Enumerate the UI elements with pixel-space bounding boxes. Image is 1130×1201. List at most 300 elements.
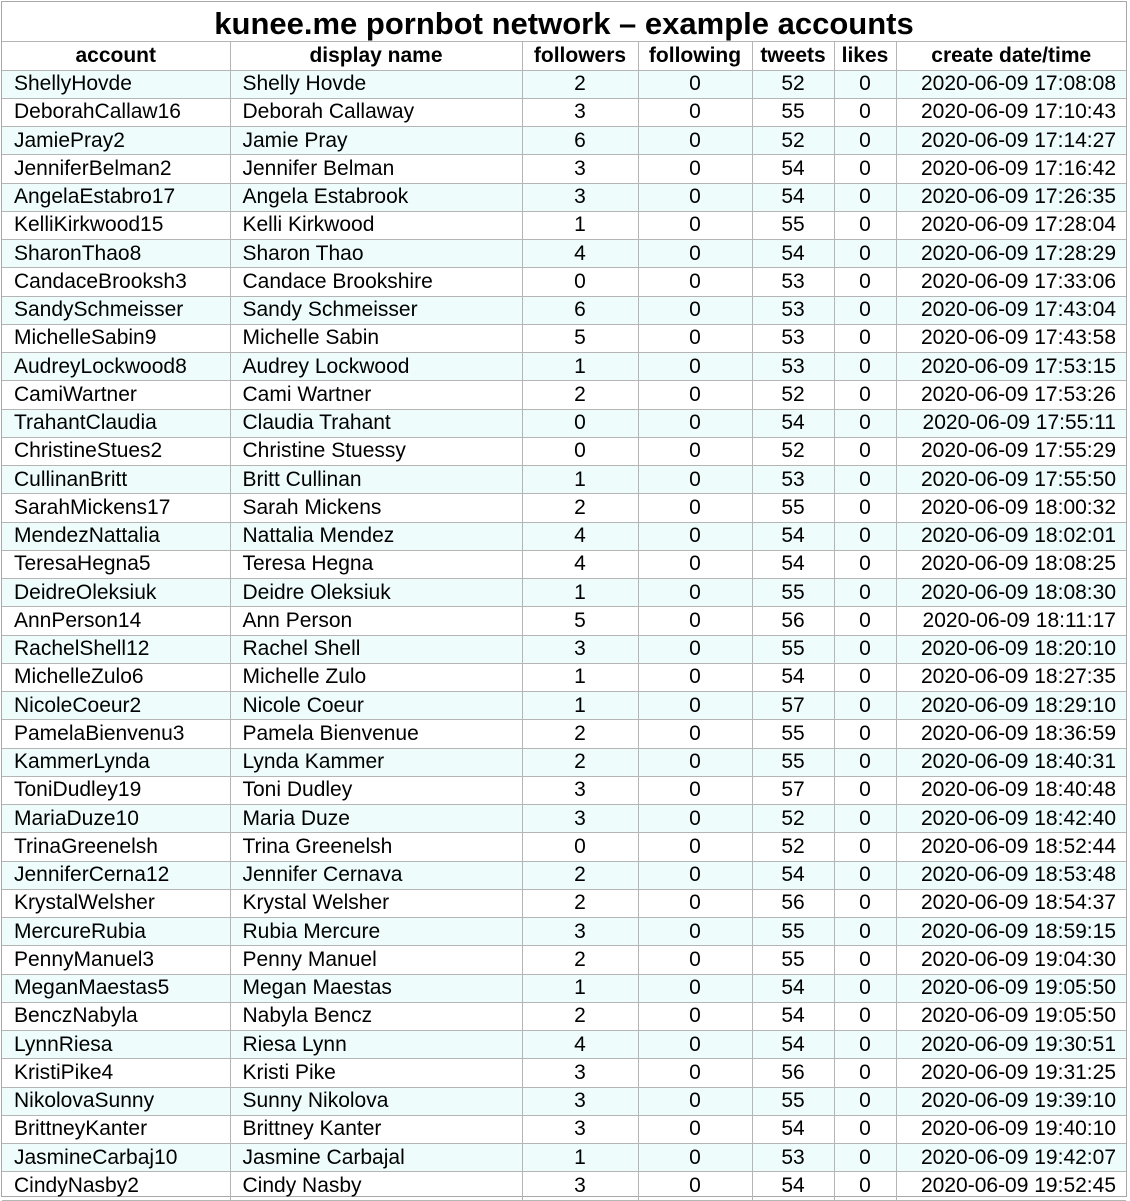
account-cell: MariaDuze10 [2, 805, 230, 833]
table-row [2, 522, 1126, 550]
table-row [2, 353, 1126, 381]
table-row [2, 98, 1126, 126]
create-date-cell: 2020-06-09 17:33:06 [896, 268, 1126, 296]
column-header-create-date: create date/time [896, 42, 1126, 70]
spreadsheet [1, 1, 1127, 1197]
display-name-cell: Trina Greenelsh [230, 833, 522, 861]
display-name-cell: Claudia Trahant [230, 409, 522, 437]
create-date-cell: 2020-06-09 17:26:35 [896, 183, 1126, 211]
display-name-cell: Sandy Schmeisser [230, 296, 522, 324]
followers-cell: 6 [522, 296, 638, 324]
account-cell: JamiePray2 [2, 127, 230, 155]
following-cell: 0 [638, 1002, 752, 1030]
likes-cell: 0 [834, 833, 896, 861]
tweets-cell: 55 [752, 1087, 834, 1115]
display-name-cell: Candace Brookshire [230, 268, 522, 296]
table-row [2, 155, 1126, 183]
account-cell: KrystalWelsher [2, 889, 230, 917]
account-cell: AngelaEstabro17 [2, 183, 230, 211]
likes-cell: 0 [834, 692, 896, 720]
table-row [2, 1031, 1126, 1059]
display-name-cell: Sharon Thao [230, 240, 522, 268]
likes-cell: 0 [834, 324, 896, 352]
account-cell: MendezNattalia [2, 522, 230, 550]
likes-cell: 0 [834, 98, 896, 126]
account-cell: SharonThao8 [2, 240, 230, 268]
account-cell: MichelleZulo6 [2, 663, 230, 691]
display-name-cell: Krystal Welsher [230, 889, 522, 917]
create-date-cell: 2020-06-09 19:40:10 [896, 1115, 1126, 1143]
following-cell: 0 [638, 579, 752, 607]
followers-cell: 5 [522, 324, 638, 352]
followers-cell: 6 [522, 127, 638, 155]
likes-cell: 0 [834, 748, 896, 776]
accounts-table [2, 42, 1126, 1201]
column-header-account: account [2, 42, 230, 70]
followers-cell: 1 [522, 1144, 638, 1172]
display-name-cell: Ann Person [230, 607, 522, 635]
display-name-cell: Teresa Hegna [230, 550, 522, 578]
likes-cell: 0 [834, 607, 896, 635]
following-cell: 0 [638, 861, 752, 889]
tweets-cell: 53 [752, 1144, 834, 1172]
display-name-cell: Riesa Lynn [230, 1031, 522, 1059]
followers-cell: 2 [522, 70, 638, 98]
tweets-cell: 54 [752, 663, 834, 691]
account-cell: MichelleSabin9 [2, 324, 230, 352]
tweets-cell: 56 [752, 607, 834, 635]
tweets-cell: 54 [752, 1115, 834, 1143]
following-cell: 0 [638, 805, 752, 833]
tweets-cell: 56 [752, 889, 834, 917]
display-name-cell: Rubia Mercure [230, 918, 522, 946]
likes-cell: 0 [834, 861, 896, 889]
table-row [2, 268, 1126, 296]
display-name-cell: Nicole Coeur [230, 692, 522, 720]
likes-cell: 0 [834, 296, 896, 324]
account-cell: PamelaBienvenu3 [2, 720, 230, 748]
following-cell: 0 [638, 1087, 752, 1115]
followers-cell: 3 [522, 1087, 638, 1115]
tweets-cell: 52 [752, 833, 834, 861]
following-cell: 0 [638, 268, 752, 296]
table-row [2, 833, 1126, 861]
following-cell: 0 [638, 1059, 752, 1087]
likes-cell: 0 [834, 437, 896, 465]
following-cell: 0 [638, 720, 752, 748]
table-row [2, 1172, 1126, 1200]
followers-cell: 3 [522, 155, 638, 183]
create-date-cell: 2020-06-09 19:05:50 [896, 974, 1126, 1002]
tweets-cell: 57 [752, 692, 834, 720]
likes-cell: 0 [834, 522, 896, 550]
column-header-likes: likes [834, 42, 896, 70]
table-row [2, 579, 1126, 607]
account-cell: PennyManuel3 [2, 946, 230, 974]
create-date-cell: 2020-06-09 19:30:51 [896, 1031, 1126, 1059]
display-name-cell: Rachel Shell [230, 635, 522, 663]
following-cell: 0 [638, 494, 752, 522]
create-date-cell: 2020-06-09 17:55:11 [896, 409, 1126, 437]
following-cell: 0 [638, 98, 752, 126]
create-date-cell: 2020-06-09 17:55:50 [896, 466, 1126, 494]
followers-cell: 1 [522, 974, 638, 1002]
likes-cell: 0 [834, 974, 896, 1002]
following-cell: 0 [638, 748, 752, 776]
table-row [2, 663, 1126, 691]
following-cell: 0 [638, 918, 752, 946]
display-name-cell: Megan Maestas [230, 974, 522, 1002]
likes-cell: 0 [834, 494, 896, 522]
create-date-cell: 2020-06-09 18:00:32 [896, 494, 1126, 522]
table-row [2, 1002, 1126, 1030]
followers-cell: 2 [522, 494, 638, 522]
column-header-display-name: display name [230, 42, 522, 70]
table-row [2, 324, 1126, 352]
create-date-cell: 2020-06-09 18:53:48 [896, 861, 1126, 889]
table-row [2, 381, 1126, 409]
tweets-cell: 54 [752, 240, 834, 268]
create-date-cell: 2020-06-09 19:31:25 [896, 1059, 1126, 1087]
following-cell: 0 [638, 324, 752, 352]
tweets-cell: 55 [752, 918, 834, 946]
create-date-cell: 2020-06-09 19:05:50 [896, 1002, 1126, 1030]
followers-cell: 4 [522, 240, 638, 268]
display-name-cell: Britt Cullinan [230, 466, 522, 494]
table-row [2, 409, 1126, 437]
display-name-cell: Cindy Nasby [230, 1172, 522, 1200]
account-cell: KristiPike4 [2, 1059, 230, 1087]
likes-cell: 0 [834, 1031, 896, 1059]
create-date-cell: 2020-06-09 18:02:01 [896, 522, 1126, 550]
account-cell: ChristineStues2 [2, 437, 230, 465]
following-cell: 0 [638, 127, 752, 155]
create-date-cell: 2020-06-09 18:59:15 [896, 918, 1126, 946]
tweets-cell: 52 [752, 70, 834, 98]
likes-cell: 0 [834, 889, 896, 917]
sheet-title: kunee.me pornbot network – example accounts [2, 2, 1126, 42]
account-cell: AnnPerson14 [2, 607, 230, 635]
followers-cell: 2 [522, 861, 638, 889]
table-row [2, 692, 1126, 720]
create-date-cell: 2020-06-09 18:27:35 [896, 663, 1126, 691]
create-date-cell: 2020-06-09 18:08:30 [896, 579, 1126, 607]
account-cell: MeganMaestas5 [2, 974, 230, 1002]
likes-cell: 0 [834, 211, 896, 239]
account-cell: JasmineCarbaj10 [2, 1144, 230, 1172]
likes-cell: 0 [834, 70, 896, 98]
table-row [2, 466, 1126, 494]
likes-cell: 0 [834, 550, 896, 578]
tweets-cell: 55 [752, 494, 834, 522]
display-name-cell: Shelly Hovde [230, 70, 522, 98]
display-name-cell: Kristi Pike [230, 1059, 522, 1087]
tweets-cell: 55 [752, 946, 834, 974]
create-date-cell: 2020-06-09 17:43:58 [896, 324, 1126, 352]
create-date-cell: 2020-06-09 19:52:45 [896, 1172, 1126, 1200]
likes-cell: 0 [834, 1144, 896, 1172]
account-cell: JenniferBelman2 [2, 155, 230, 183]
account-cell: TrinaGreenelsh [2, 833, 230, 861]
account-cell: RachelShell12 [2, 635, 230, 663]
following-cell: 0 [638, 437, 752, 465]
following-cell: 0 [638, 833, 752, 861]
following-cell: 0 [638, 974, 752, 1002]
tweets-cell: 55 [752, 98, 834, 126]
account-cell: DeidreOleksiuk [2, 579, 230, 607]
followers-cell: 4 [522, 1031, 638, 1059]
following-cell: 0 [638, 946, 752, 974]
account-cell: CullinanBritt [2, 466, 230, 494]
create-date-cell: 2020-06-09 17:10:43 [896, 98, 1126, 126]
create-date-cell: 2020-06-09 17:28:04 [896, 211, 1126, 239]
table-row [2, 1115, 1126, 1143]
display-name-cell: Jennifer Belman [230, 155, 522, 183]
table-row [2, 70, 1126, 98]
following-cell: 0 [638, 353, 752, 381]
create-date-cell: 2020-06-09 18:29:10 [896, 692, 1126, 720]
table-row [2, 974, 1126, 1002]
account-cell: MercureRubia [2, 918, 230, 946]
create-date-cell: 2020-06-09 18:40:48 [896, 776, 1126, 804]
following-cell: 0 [638, 1115, 752, 1143]
following-cell: 0 [638, 889, 752, 917]
table-row [2, 861, 1126, 889]
create-date-cell: 2020-06-09 18:36:59 [896, 720, 1126, 748]
account-cell: KammerLynda [2, 748, 230, 776]
likes-cell: 0 [834, 240, 896, 268]
tweets-cell: 54 [752, 861, 834, 889]
tweets-cell: 54 [752, 409, 834, 437]
display-name-cell: Audrey Lockwood [230, 353, 522, 381]
create-date-cell: 2020-06-09 17:08:08 [896, 70, 1126, 98]
following-cell: 0 [638, 381, 752, 409]
account-cell: LynnRiesa [2, 1031, 230, 1059]
tweets-cell: 53 [752, 466, 834, 494]
table-row [2, 211, 1126, 239]
account-cell: TeresaHegna5 [2, 550, 230, 578]
create-date-cell: 2020-06-09 17:53:26 [896, 381, 1126, 409]
display-name-cell: Pamela Bienvenue [230, 720, 522, 748]
followers-cell: 1 [522, 466, 638, 494]
account-cell: SarahMickens17 [2, 494, 230, 522]
account-cell: CindyNasby2 [2, 1172, 230, 1200]
likes-cell: 0 [834, 918, 896, 946]
followers-cell: 3 [522, 635, 638, 663]
table-row [2, 494, 1126, 522]
following-cell: 0 [638, 211, 752, 239]
following-cell: 0 [638, 522, 752, 550]
followers-cell: 0 [522, 268, 638, 296]
likes-cell: 0 [834, 663, 896, 691]
table-row [2, 1059, 1126, 1087]
likes-cell: 0 [834, 1115, 896, 1143]
create-date-cell: 2020-06-09 18:54:37 [896, 889, 1126, 917]
following-cell: 0 [638, 663, 752, 691]
likes-cell: 0 [834, 1087, 896, 1115]
create-date-cell: 2020-06-09 18:52:44 [896, 833, 1126, 861]
likes-cell: 0 [834, 127, 896, 155]
tweets-cell: 55 [752, 635, 834, 663]
following-cell: 0 [638, 1172, 752, 1200]
account-cell: AudreyLockwood8 [2, 353, 230, 381]
followers-cell: 1 [522, 663, 638, 691]
followers-cell: 3 [522, 1115, 638, 1143]
likes-cell: 0 [834, 409, 896, 437]
create-date-cell: 2020-06-09 17:28:29 [896, 240, 1126, 268]
followers-cell: 4 [522, 550, 638, 578]
tweets-cell: 53 [752, 324, 834, 352]
likes-cell: 0 [834, 466, 896, 494]
following-cell: 0 [638, 409, 752, 437]
following-cell: 0 [638, 635, 752, 663]
followers-cell: 3 [522, 918, 638, 946]
column-header-tweets: tweets [752, 42, 834, 70]
followers-cell: 3 [522, 805, 638, 833]
table-row [2, 183, 1126, 211]
display-name-cell: Toni Dudley [230, 776, 522, 804]
table-row [2, 437, 1126, 465]
account-cell: DeborahCallaw16 [2, 98, 230, 126]
table-row [2, 805, 1126, 833]
table-row [2, 889, 1126, 917]
table-row [2, 1144, 1126, 1172]
tweets-cell: 54 [752, 1172, 834, 1200]
display-name-cell: Cami Wartner [230, 381, 522, 409]
header-row [2, 42, 1126, 70]
followers-cell: 3 [522, 98, 638, 126]
followers-cell: 3 [522, 1172, 638, 1200]
display-name-cell: Lynda Kammer [230, 748, 522, 776]
tweets-cell: 55 [752, 211, 834, 239]
create-date-cell: 2020-06-09 18:40:31 [896, 748, 1126, 776]
followers-cell: 1 [522, 211, 638, 239]
account-cell: ShellyHovde [2, 70, 230, 98]
account-cell: SandySchmeisser [2, 296, 230, 324]
account-cell: NicoleCoeur2 [2, 692, 230, 720]
followers-cell: 2 [522, 381, 638, 409]
account-cell: BrittneyKanter [2, 1115, 230, 1143]
tweets-cell: 55 [752, 748, 834, 776]
account-cell: BenczNabyla [2, 1002, 230, 1030]
likes-cell: 0 [834, 720, 896, 748]
likes-cell: 0 [834, 1059, 896, 1087]
account-cell: NikolovaSunny [2, 1087, 230, 1115]
likes-cell: 0 [834, 635, 896, 663]
following-cell: 0 [638, 466, 752, 494]
followers-cell: 3 [522, 183, 638, 211]
create-date-cell: 2020-06-09 18:20:10 [896, 635, 1126, 663]
table-row [2, 127, 1126, 155]
followers-cell: 1 [522, 353, 638, 381]
table-row [2, 918, 1126, 946]
tweets-cell: 54 [752, 550, 834, 578]
followers-cell: 2 [522, 889, 638, 917]
likes-cell: 0 [834, 776, 896, 804]
table-row [2, 607, 1126, 635]
following-cell: 0 [638, 692, 752, 720]
tweets-cell: 57 [752, 776, 834, 804]
create-date-cell: 2020-06-09 19:39:10 [896, 1087, 1126, 1115]
following-cell: 0 [638, 155, 752, 183]
display-name-cell: Penny Manuel [230, 946, 522, 974]
followers-cell: 2 [522, 720, 638, 748]
display-name-cell: Michelle Zulo [230, 663, 522, 691]
tweets-cell: 52 [752, 437, 834, 465]
table-row [2, 1087, 1126, 1115]
create-date-cell: 2020-06-09 19:04:30 [896, 946, 1126, 974]
account-cell: CamiWartner [2, 381, 230, 409]
display-name-cell: Jennifer Cernava [230, 861, 522, 889]
likes-cell: 0 [834, 155, 896, 183]
followers-cell: 2 [522, 748, 638, 776]
create-date-cell: 2020-06-09 17:55:29 [896, 437, 1126, 465]
display-name-cell: Michelle Sabin [230, 324, 522, 352]
create-date-cell: 2020-06-09 17:14:27 [896, 127, 1126, 155]
table-row [2, 550, 1126, 578]
tweets-cell: 54 [752, 1002, 834, 1030]
display-name-cell: Sunny Nikolova [230, 1087, 522, 1115]
table-row [2, 776, 1126, 804]
followers-cell: 4 [522, 522, 638, 550]
account-cell: CandaceBrooksh3 [2, 268, 230, 296]
following-cell: 0 [638, 296, 752, 324]
likes-cell: 0 [834, 353, 896, 381]
followers-cell: 0 [522, 409, 638, 437]
likes-cell: 0 [834, 579, 896, 607]
column-header-followers: followers [522, 42, 638, 70]
create-date-cell: 2020-06-09 18:42:40 [896, 805, 1126, 833]
create-date-cell: 2020-06-09 17:16:42 [896, 155, 1126, 183]
tweets-cell: 52 [752, 805, 834, 833]
likes-cell: 0 [834, 268, 896, 296]
likes-cell: 0 [834, 946, 896, 974]
following-cell: 0 [638, 1031, 752, 1059]
display-name-cell: Jasmine Carbajal [230, 1144, 522, 1172]
display-name-cell: Maria Duze [230, 805, 522, 833]
create-date-cell: 2020-06-09 19:42:07 [896, 1144, 1126, 1172]
following-cell: 0 [638, 607, 752, 635]
tweets-cell: 53 [752, 353, 834, 381]
likes-cell: 0 [834, 381, 896, 409]
table-row [2, 296, 1126, 324]
account-cell: ToniDudley19 [2, 776, 230, 804]
followers-cell: 1 [522, 579, 638, 607]
display-name-cell: Kelli Kirkwood [230, 211, 522, 239]
display-name-cell: Christine Stuessy [230, 437, 522, 465]
following-cell: 0 [638, 183, 752, 211]
display-name-cell: Deborah Callaway [230, 98, 522, 126]
account-cell: JenniferCerna12 [2, 861, 230, 889]
display-name-cell: Nabyla Bencz [230, 1002, 522, 1030]
display-name-cell: Brittney Kanter [230, 1115, 522, 1143]
tweets-cell: 55 [752, 720, 834, 748]
display-name-cell: Angela Estabrook [230, 183, 522, 211]
column-header-following: following [638, 42, 752, 70]
following-cell: 0 [638, 1144, 752, 1172]
followers-cell: 0 [522, 833, 638, 861]
followers-cell: 2 [522, 946, 638, 974]
table-row [2, 720, 1126, 748]
table-row [2, 946, 1126, 974]
tweets-cell: 52 [752, 127, 834, 155]
tweets-cell: 53 [752, 296, 834, 324]
likes-cell: 0 [834, 805, 896, 833]
tweets-cell: 54 [752, 522, 834, 550]
tweets-cell: 54 [752, 183, 834, 211]
tweets-cell: 54 [752, 1031, 834, 1059]
followers-cell: 5 [522, 607, 638, 635]
